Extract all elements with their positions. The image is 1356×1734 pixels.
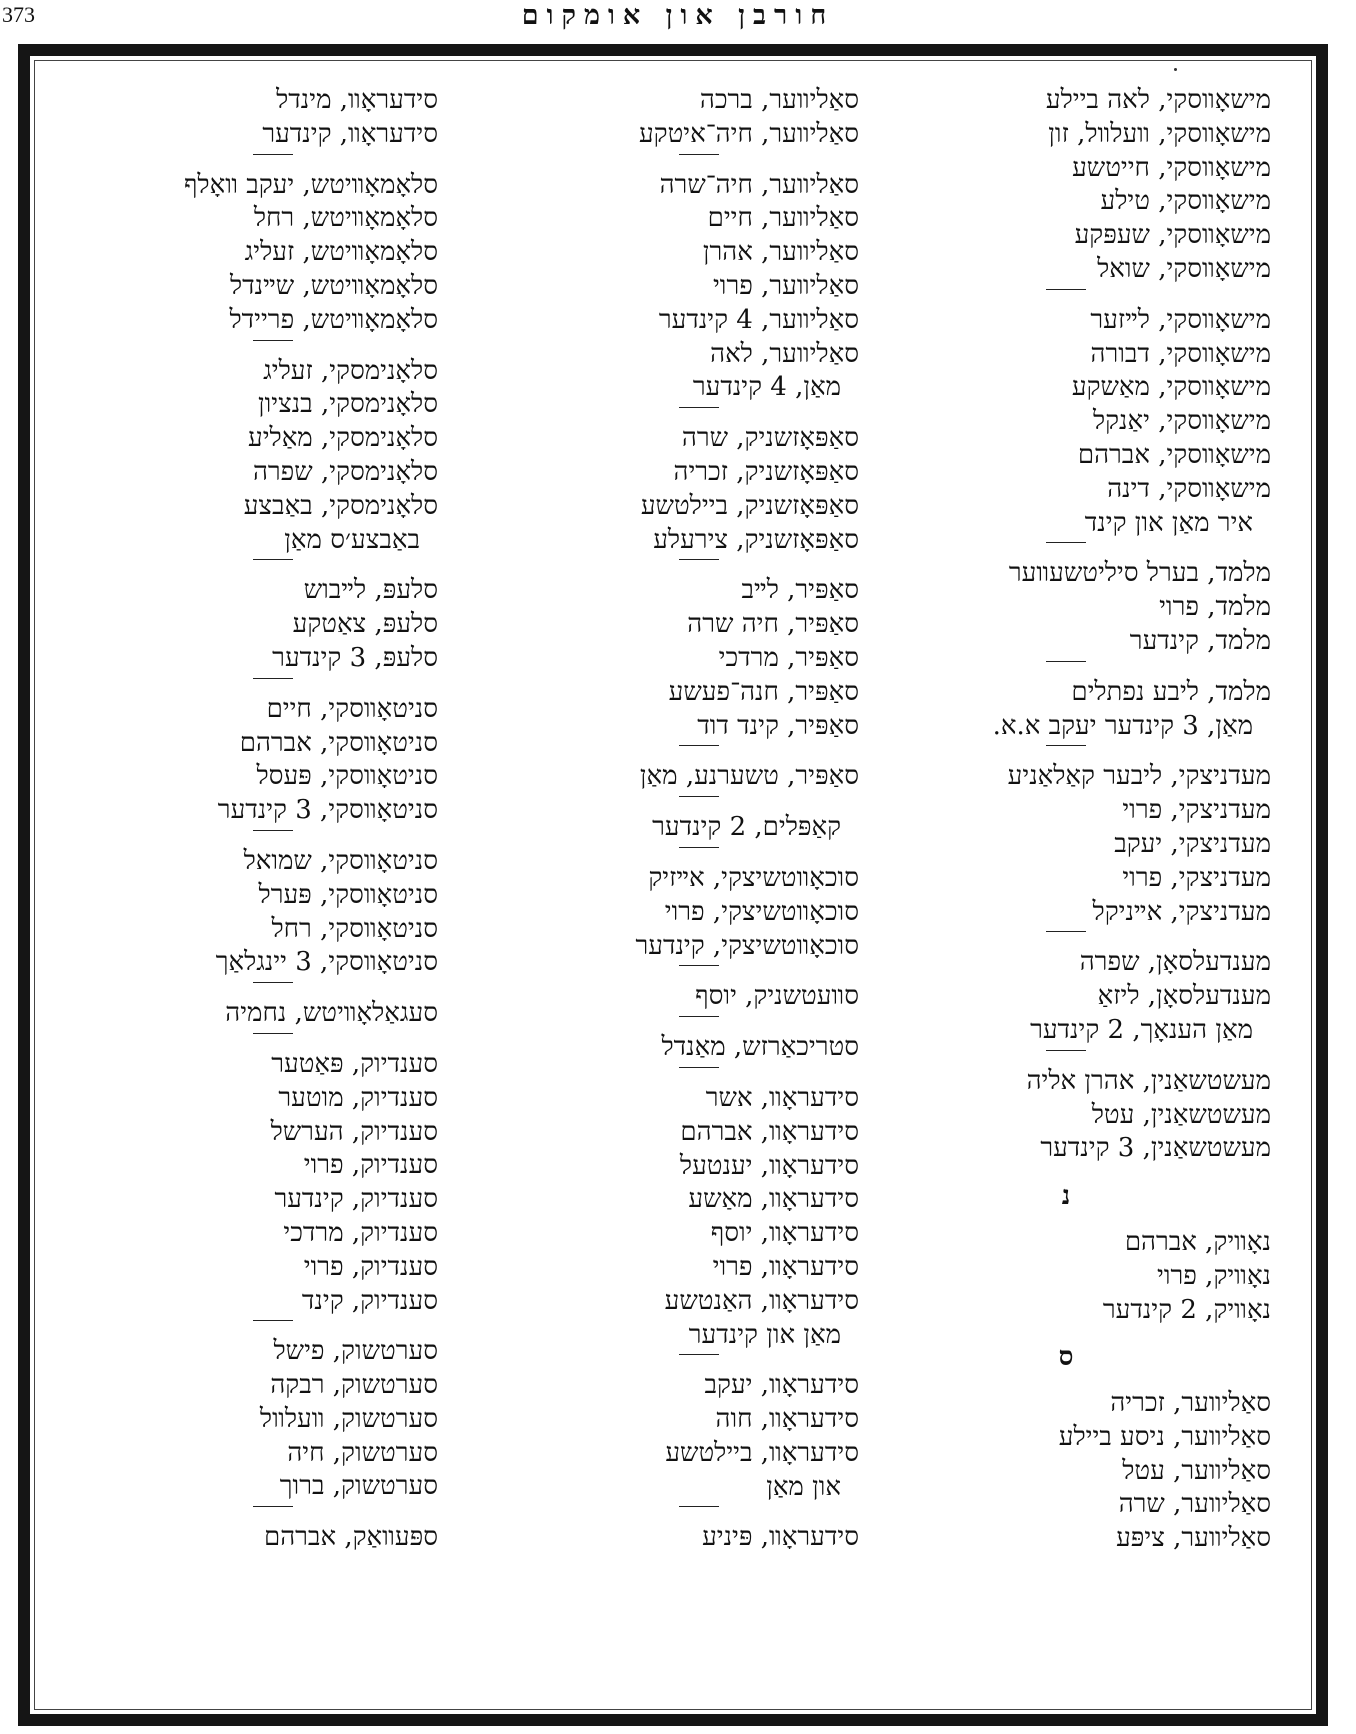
name-entry: מעדניצקי, יעקב: [1114, 828, 1271, 859]
group-separator: [253, 1033, 293, 1034]
name-entry: סאַפּיר, לײב: [741, 575, 859, 606]
name-entry: סענדיוק, הערשל: [270, 1116, 438, 1147]
name-entry: סידעראָװ, יענטעל: [679, 1150, 859, 1181]
group-separator: [1046, 1050, 1086, 1051]
name-entry: סלאָמאָװיטש, שײנדל: [229, 270, 438, 301]
name-entry: מישאָװסקי, אברהם: [1077, 439, 1271, 470]
name-entry: קאַפּלים, 2 קינדער: [652, 812, 841, 843]
name-entry: סאַפּיר, קינד דוד: [697, 710, 859, 741]
name-group: [861, 557, 1271, 658]
name-entry: סאַפּאָזשניק, צירעלע: [653, 524, 859, 555]
name-entry: סאַליװער, לאה: [710, 338, 859, 369]
name-entry: סאַליװער, שרה: [1118, 1489, 1271, 1520]
name-entry: מלמד, פרוי: [1159, 592, 1271, 623]
group-separator: [1046, 542, 1086, 543]
name-entry: מאַן, 4 קינדער: [692, 372, 841, 403]
name-entry: סאַליװער, ניסע ביילע: [1058, 1421, 1271, 1452]
name-entry: סטריכאַרזש, מאַנדל: [661, 1032, 859, 1063]
name-entry: סידעראָװ, חוה: [715, 1404, 859, 1435]
name-group: [539, 862, 859, 963]
name-entry: סלאָמאָװיטש, זעליג: [244, 237, 438, 268]
name-entry: סאַפּיר, חנה־פעשע: [668, 676, 859, 707]
name-group: [108, 845, 438, 980]
group-separator: [679, 559, 719, 560]
group-separator: [679, 154, 719, 155]
name-entry: מענדעלסאָן, שפרה: [1079, 947, 1271, 978]
name-entry: סאַליװער, ציפּע: [1116, 1523, 1271, 1554]
group-separator: [253, 1320, 293, 1321]
name-group: [539, 169, 859, 406]
name-entry: סלאָנימסקי, זעליג: [263, 355, 438, 386]
name-entry: ספּעװאַק, אברהם: [263, 1522, 438, 1553]
group-separator: [1046, 661, 1086, 662]
group-separator: [679, 407, 719, 408]
name-group: [539, 1369, 859, 1504]
name-group: [539, 574, 859, 743]
group-separator: [253, 1506, 293, 1507]
group-separator: [253, 982, 293, 983]
name-entry: סידעראָװ, האַנטשע: [664, 1285, 859, 1316]
group-separator: [253, 340, 293, 341]
name-entry: סניטאָװסקי, אברהם: [239, 727, 438, 758]
name-entry: סידעראָװ, ביילטשע: [665, 1437, 859, 1468]
name-entry: סעגאַלאָװיטש, נחמיה: [225, 998, 438, 1029]
group-separator: [1046, 931, 1086, 932]
name-group: [108, 169, 438, 338]
group-separator: [253, 830, 293, 831]
name-entry: סאַפּאָזשניק, שרה: [681, 423, 859, 454]
name-entry: סידעראָװ, אשר: [705, 1082, 859, 1113]
group-separator: [679, 1016, 719, 1017]
name-entry: סלאָמאָװיטש, יעקב װאָלף: [183, 169, 438, 200]
name-entry: סלעפּ, צאַטקע: [292, 609, 438, 640]
name-group: [861, 84, 1271, 287]
name-entry: סידעראָװ, יוסף: [710, 1218, 859, 1249]
name-entry: סידעראָװ, פרוי: [712, 1251, 859, 1282]
name-group: [861, 676, 1271, 744]
name-group: [108, 1048, 438, 1318]
name-column-middle: [539, 84, 859, 1555]
name-entry: מישאָװסקי, שעפּקע: [1074, 220, 1271, 251]
name-entry: סערטשוק, חיה: [287, 1437, 438, 1468]
name-entry: און מאַן: [766, 1471, 841, 1502]
name-entry: סענדיוק, פרוי: [303, 1150, 438, 1181]
name-entry: סלאָמאָװיטש, פריידל: [229, 304, 438, 335]
name-entry: מישאָװסקי, שואל: [1097, 253, 1271, 284]
group-separator: [679, 1354, 719, 1355]
name-entry: סאַפּאָזשניק, זכריה: [673, 456, 859, 487]
name-entry: סלעפּ, 3 קינדער: [272, 642, 438, 673]
name-entry: סניטאָװסקי, 3 קינדער: [217, 795, 438, 826]
name-entry: סאַליװער, זכריה: [1110, 1388, 1271, 1419]
name-entry: באַבצע׳ס מאַן: [284, 524, 420, 555]
name-group: [108, 574, 438, 675]
group-separator: [1046, 745, 1086, 746]
name-entry: סערטשוק, װעלװל: [259, 1403, 438, 1434]
name-entry: מישאָװסקי, לײזער: [1090, 304, 1271, 335]
name-entry: סידעראָװ, מינדל: [276, 85, 438, 115]
name-entry: סלאָנימסקי, בנציון: [258, 389, 438, 420]
name-entry: מאַן, 3 קינדער יעקב א.א.: [992, 710, 1253, 741]
name-entry: מעדניצקי, אײניקל: [1092, 896, 1271, 927]
name-entry: סאַליװער, ברכה: [699, 85, 859, 115]
name-entry: נאָװיק, אברהם: [1124, 1226, 1271, 1257]
name-entry: סאַליװער, חיה־שרה: [659, 169, 859, 200]
name-column-left: [108, 84, 438, 1555]
name-entry: מעשטשאַנין, אהרן אליה: [1026, 1065, 1271, 1096]
name-entry: מלמד, בערל סיליטשעװער: [1008, 558, 1271, 589]
name-entry: סאַליװער, עטל: [1122, 1455, 1271, 1486]
name-entry: סערטשוק, ברוך: [279, 1471, 438, 1502]
name-entry: מלמד, קינדער: [1129, 625, 1271, 656]
speck: [1174, 68, 1177, 71]
name-entry: סערטשוק, פישל: [273, 1336, 438, 1367]
name-entry: סענדיוק, פּאַטער: [271, 1048, 438, 1079]
name-entry: סאַפּיר, מרדכי: [718, 642, 859, 673]
group-separator: [679, 796, 719, 797]
name-entry: סידעראָװ, קינדער: [262, 118, 438, 149]
group-separator: [253, 559, 293, 560]
name-group: [539, 84, 859, 152]
name-entry: סערטשוק, רבקה: [270, 1370, 438, 1401]
name-entry: סלאָנימסקי, באַבצע: [243, 490, 438, 521]
name-group: [539, 980, 859, 1014]
name-entry: סאַליװער, אהרן: [702, 237, 859, 268]
name-group: [539, 760, 859, 794]
group-separator: [679, 1506, 719, 1507]
name-entry: סענדיוק, קינד: [301, 1285, 438, 1316]
name-entry: סלעפּ, לײבוש: [303, 575, 438, 606]
name-entry: סלאָנימסקי, שפרה: [252, 456, 438, 487]
name-entry: סניטאָװסקי, שמואל: [243, 845, 438, 876]
page-number: 373: [2, 2, 35, 27]
name-entry: סאַליװער, פרוי: [712, 270, 859, 301]
group-separator: [1046, 289, 1086, 290]
name-group: [539, 1521, 859, 1555]
group-separator: [679, 745, 719, 746]
name-group: [861, 1387, 1271, 1556]
name-group: [539, 422, 859, 557]
name-group: [861, 1065, 1271, 1166]
group-separator: [253, 154, 293, 155]
group-separator: [679, 1067, 719, 1068]
name-entry: סװעטשניק, יוסף: [695, 981, 859, 1012]
name-entry: סידעראָװ, פּיניע: [702, 1522, 859, 1553]
section-letter: נ: [1061, 1181, 1071, 1212]
name-entry: סידעראָװ, מאַשע: [688, 1184, 859, 1215]
name-group: [539, 1082, 859, 1352]
name-group: [861, 760, 1271, 929]
name-entry: סאַליװער, חיה־איטקע: [638, 118, 859, 149]
name-entry: סניטאָװסקי, פּערל: [258, 879, 438, 910]
name-entry: סאַפּיר, חיה שרה: [687, 609, 859, 640]
name-entry: סענדיוק, פרוי: [303, 1251, 438, 1282]
name-entry: סוכאָװטשיצקי, פרוי: [664, 896, 859, 927]
name-group: [108, 355, 438, 558]
name-entry: מענדעלסאָן, ליזאַ: [1097, 981, 1271, 1012]
name-entry: מעדניצקי, פרוי: [1122, 795, 1271, 826]
name-entry: סידעראָװ, יעקב: [704, 1370, 859, 1401]
name-entry: נאָװיק, 2 קינדער: [1102, 1294, 1271, 1325]
name-entry: סאַליװער, חיים: [707, 203, 859, 234]
name-group: [861, 946, 1271, 1047]
group-separator: [253, 678, 293, 679]
name-group: [861, 1226, 1271, 1327]
name-group: [539, 811, 859, 845]
name-entry: סענדיוק, מרדכי: [283, 1217, 438, 1248]
name-entry: מעדניצקי, ליבער קאַלאַניע: [1007, 761, 1271, 792]
name-entry: מישאָװסקי, דבורה: [1090, 338, 1271, 369]
name-group: [108, 1335, 438, 1504]
group-separator: [679, 965, 719, 966]
name-group: [108, 1521, 438, 1555]
name-entry: איר מאַן און קינד: [1084, 507, 1253, 538]
name-entry: מישאָװסקי, חייטשע: [1072, 152, 1271, 183]
name-group: [861, 304, 1271, 541]
name-entry: סניטאָװסקי, פּעסל: [256, 761, 438, 792]
name-entry: סוכאָװטשיצקי, אײזיק: [648, 862, 859, 893]
name-column-right: [861, 84, 1271, 1556]
name-entry: מישאָװסקי, לאה ביילע: [1045, 85, 1271, 115]
name-entry: סניטאָװסקי, רחל: [271, 913, 438, 944]
name-group: [539, 1031, 859, 1065]
name-entry: סאַפּיר, טשערנע, מאַן: [639, 761, 859, 792]
name-entry: מעשטשאַנין, 3 קינדער: [1040, 1133, 1271, 1164]
name-entry: מישאָװסקי, װעלװל, זון: [1048, 118, 1271, 149]
name-entry: סאַפּאָזשניק, ביילטשע: [640, 490, 859, 521]
name-group: [108, 84, 438, 152]
name-entry: מעדניצקי, פרוי: [1122, 862, 1271, 893]
section-letter: ס: [1058, 1342, 1074, 1373]
name-entry: סניטאָװסקי, 3 יינגלאַך: [215, 947, 438, 978]
name-entry: סענדיוק, קינדער: [274, 1184, 438, 1215]
name-entry: מישאָװסקי, יאַנקל: [1092, 406, 1271, 437]
name-entry: מלמד, ליבע נפתלים: [1071, 676, 1271, 707]
name-group: [108, 997, 438, 1031]
name-entry: סניטאָװסקי, חיים: [266, 693, 438, 724]
name-group: [108, 693, 438, 828]
name-entry: סידעראָװ, אברהם: [680, 1116, 859, 1147]
name-entry: סלאָנימסקי, מאַליע: [248, 423, 438, 454]
name-entry: מעשטשאַנין, עטל: [1091, 1099, 1271, 1130]
name-entry: מישאָװסקי, טילע: [1100, 186, 1271, 217]
name-entry: נאָװיק, פרוי: [1157, 1260, 1271, 1291]
name-entry: מישאָװסקי, מאַשקע: [1071, 372, 1271, 403]
name-entry: סענדיוק, מוטער: [278, 1082, 438, 1113]
name-entry: סלאָמאָװיטש, רחל: [253, 203, 438, 234]
group-separator: [679, 847, 719, 848]
name-entry: מישאָװסקי, דינה: [1107, 473, 1271, 504]
name-entry: סוכאָװטשיצקי, קינדער: [635, 930, 859, 961]
name-entry: מאַן הענאָך, 2 קינדער: [1030, 1014, 1253, 1045]
name-entry: מאַן און קינדער: [688, 1319, 841, 1350]
name-entry: סאַליװער, 4 קינדער: [658, 304, 859, 335]
running-title: חורבן און אומקום: [521, 0, 835, 31]
